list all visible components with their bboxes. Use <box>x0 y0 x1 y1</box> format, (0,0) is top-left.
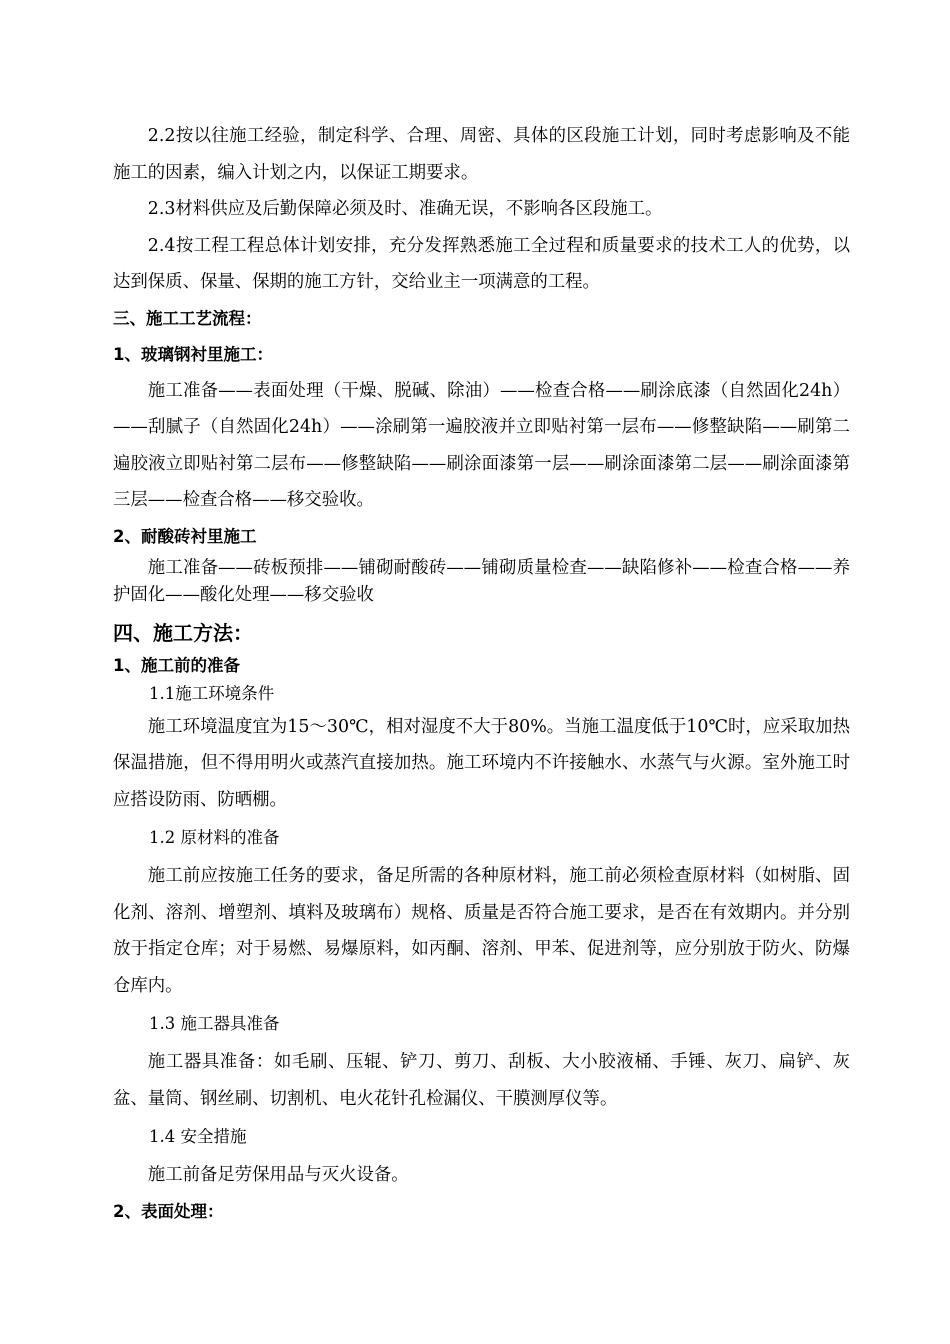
section-3-heading: 三、施工工艺流程： <box>113 308 262 328</box>
heading-surface-treatment: 2、表面处理： <box>113 1201 224 1221</box>
paragraph-2-2: 2.2按以往施工经验，制定科学、合理、周密、具体的区段施工计划，同时考虑影响及不能施工的因素，编入计划之内，以保证工期要求。 <box>113 126 850 183</box>
paragraph-2-4: 2.4按工程工程总体计划安排，充分发挥熟悉施工全过程和质量要求的技术工人的优势，以达到保质、保量、保期的施工方针，交给业主一项满意的工程。 <box>113 235 850 292</box>
tools-text: 施工器具准备：如毛刷、压辊、铲刀、剪刀、刮板、大小胶液桶、手锤、灰刀、扁铲、灰盆、量筒、钢丝刷、切割机、电火花针孔检漏仪、干膜测厚仪等。 <box>113 1052 850 1109</box>
safety-text: 施工前备足劳保用品与灭火设备。 <box>147 1165 409 1185</box>
document-page <box>113 118 850 1230</box>
flow-glass-lining: 施工准备——表面处理（干燥、脱碱、除油）——检查合格——刷涂底漆（自然固化24h）——刮腻子（自然固化24h）——涂刷第一遍胶液并立即贴衬第一层布——修整缺陷——刷第二遍胶液立即贴衬第二层布——修整缺陷——刷涂面漆第一层——刷涂面漆第二层——刷涂面漆第三层——检查合格——移交验收。 <box>113 380 850 510</box>
heading-environment: 1.1施工环境条件 <box>149 683 275 703</box>
heading-safety: 1.4 安全措施 <box>149 1127 247 1146</box>
heading-glass-lining: 1、玻璃钢衬里施工： <box>113 344 273 364</box>
heading-acid-brick: 2、耐酸砖衬里施工 <box>113 526 257 546</box>
heading-materials: 1.2 原材料的准备 <box>149 828 280 847</box>
heading-tools: 1.3 施工器具准备 <box>149 1014 280 1033</box>
environment-text: 施工环境温度宜为15～30℃，相对湿度不大于80%。当施工温度低于10℃时，应采取加热保温措施，但不得用明火或蒸汽直接加热。施工环境内不许接触水、水蒸气与火源。室外施工时应搭设防雨、防晒棚。 <box>113 716 850 810</box>
paragraph-2-3: 2.3材料供应及后勤保障必须及时、准确无误，不影响各区段施工。 <box>147 199 663 219</box>
section-4-heading: 四、施工方法： <box>113 620 253 645</box>
heading-preparation: 1、施工前的准备 <box>113 655 240 675</box>
flow-acid-brick: 施工准备——砖板预排——铺砌耐酸砖——铺砌质量检查——缺陷修补——检查合格——养护固化——酸化处理——移交验收 <box>113 557 850 605</box>
materials-text: 施工前应按施工任务的要求，备足所需的各种原材料，施工前必须检查原材料（如树脂、固化剂、溶剂、增塑剂、填料及玻璃布）规格、质量是否符合施工要求，是否在有效期内。并分别放于指定仓库；对于易燃、易爆原料，如丙酮、溶剂、甲苯、促进剂等，应分别放于防火、防爆仓库内。 <box>113 866 850 996</box>
